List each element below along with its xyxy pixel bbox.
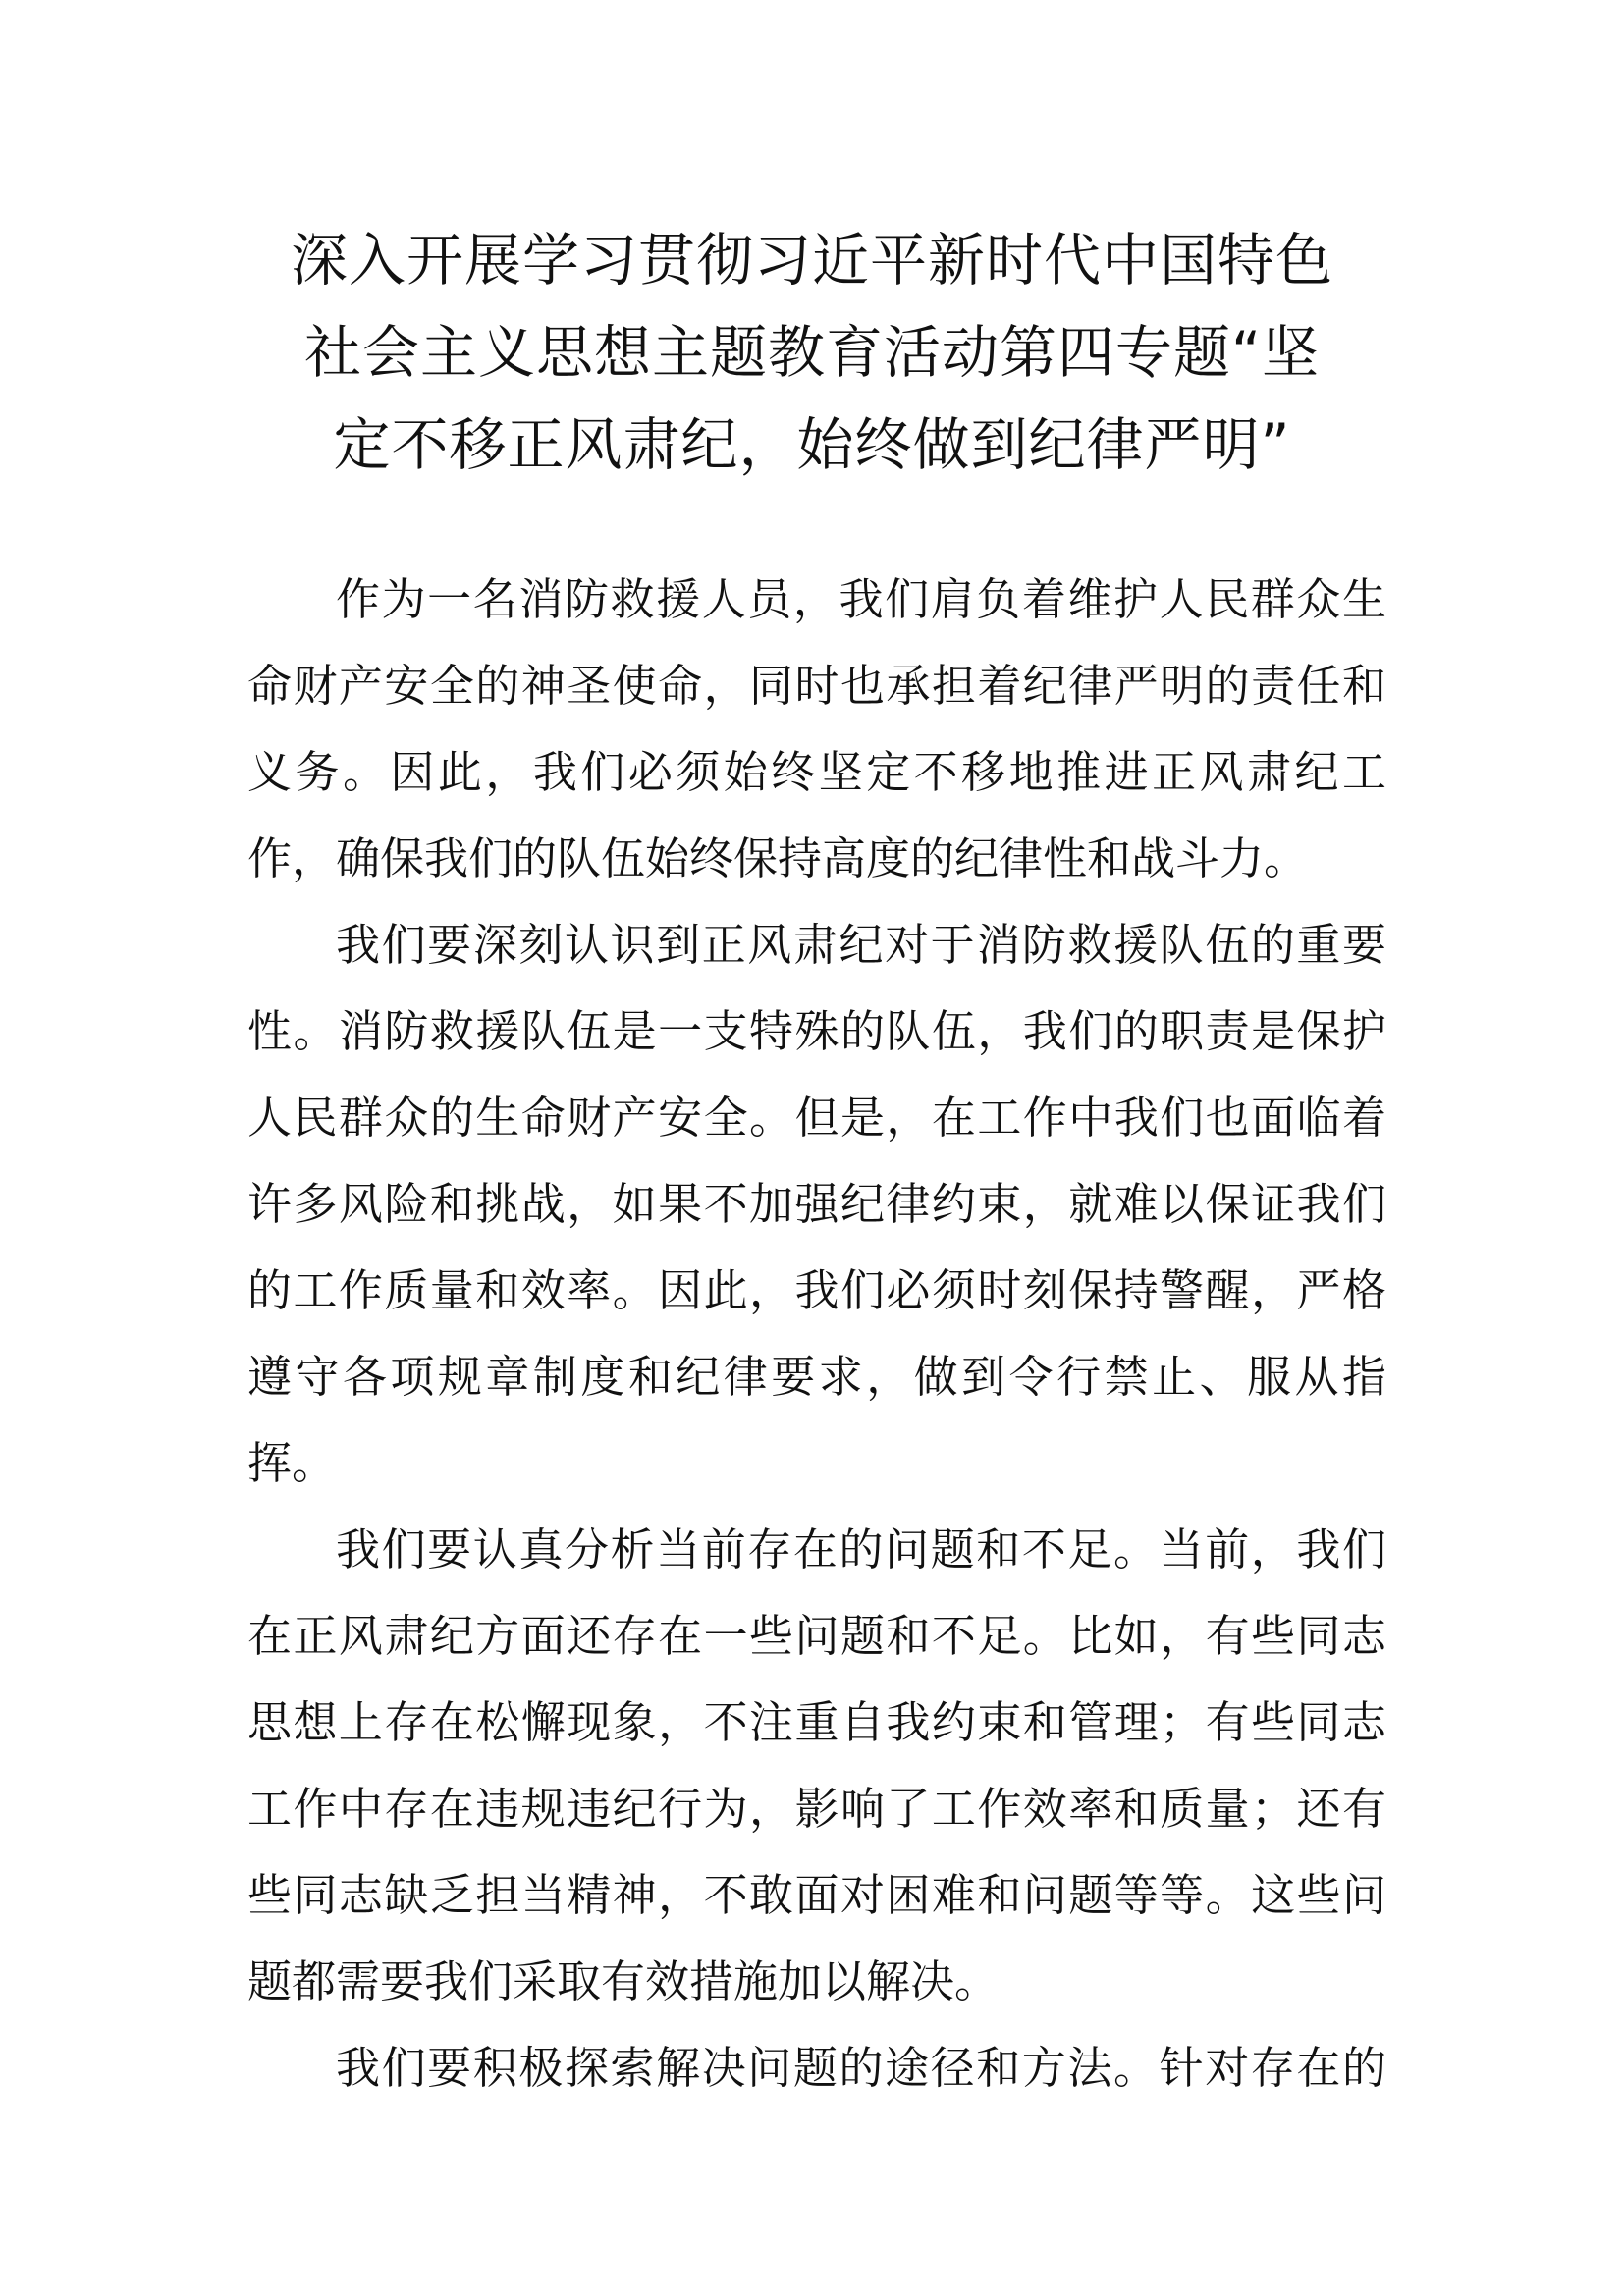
text-line: 工作中存在违规违纪行为，影响了工作效率和质量；还有	[247, 1783, 1386, 1835]
text-line: 我们要认真分析当前存在的问题和不足。当前，我们	[336, 1523, 1386, 1575]
paragraph-3	[247, 1507, 1386, 2025]
text-line: 挥。	[247, 1437, 337, 1489]
document-body	[247, 557, 1386, 2111]
text-line: 作，确保我们的队伍始终保持高度的纪律性和战斗力。	[247, 832, 1309, 884]
title-line: 定不移正风肃纪，始终做到纪律严明”	[333, 411, 1291, 478]
text-line: 人民群众的生命财产安全。但是，在工作中我们也面临着	[247, 1092, 1386, 1144]
text-line: 我们要深刻认识到正风肃纪对于消防救援队伍的重要	[336, 919, 1386, 971]
paragraph-1	[247, 557, 1386, 902]
text-line: 我们要积极探索解决问题的途径和方法。针对存在的	[336, 2042, 1386, 2094]
text-line: 性。消防救援队伍是一支特殊的队伍，我们的职责是保护	[247, 1005, 1386, 1057]
text-line: 许多风险和挑战，如果不加强纪律约束，就难以保证我们	[247, 1178, 1386, 1230]
text-line: 义务。因此，我们必须始终坚定不移地推进正风肃纪工	[247, 746, 1386, 798]
text-line: 作为一名消防救援人员，我们肩负着维护人民群众生	[336, 573, 1386, 625]
text-line: 题都需要我们采取有效措施加以解决。	[247, 1955, 1000, 2007]
text-line: 在正风肃纪方面还存在一些问题和不足。比如，有些同志	[247, 1610, 1386, 1662]
paragraph-2	[247, 902, 1386, 1507]
paragraph-4	[247, 2025, 1386, 2111]
text-line: 遵守各项规章制度和纪律要求，做到令行禁止、服从指	[247, 1351, 1386, 1403]
text-line: 些同志缺乏担当精神，不敢面对困难和问题等等。这些问	[247, 1869, 1386, 1921]
text-line: 思想上存在松懈现象，不注重自我约束和管理；有些同志	[247, 1696, 1386, 1748]
document-title	[245, 214, 1379, 491]
title-line: 深入开展学习贯彻习近平新时代中国特色	[290, 227, 1333, 294]
text-line: 命财产安全的神圣使命，同时也承担着纪律严明的责任和	[247, 660, 1386, 712]
text-line: 的工作质量和效率。因此，我们必须时刻保持警醒，严格	[247, 1264, 1386, 1316]
title-line: 社会主义思想主题教育活动第四专题“坚	[303, 319, 1321, 386]
